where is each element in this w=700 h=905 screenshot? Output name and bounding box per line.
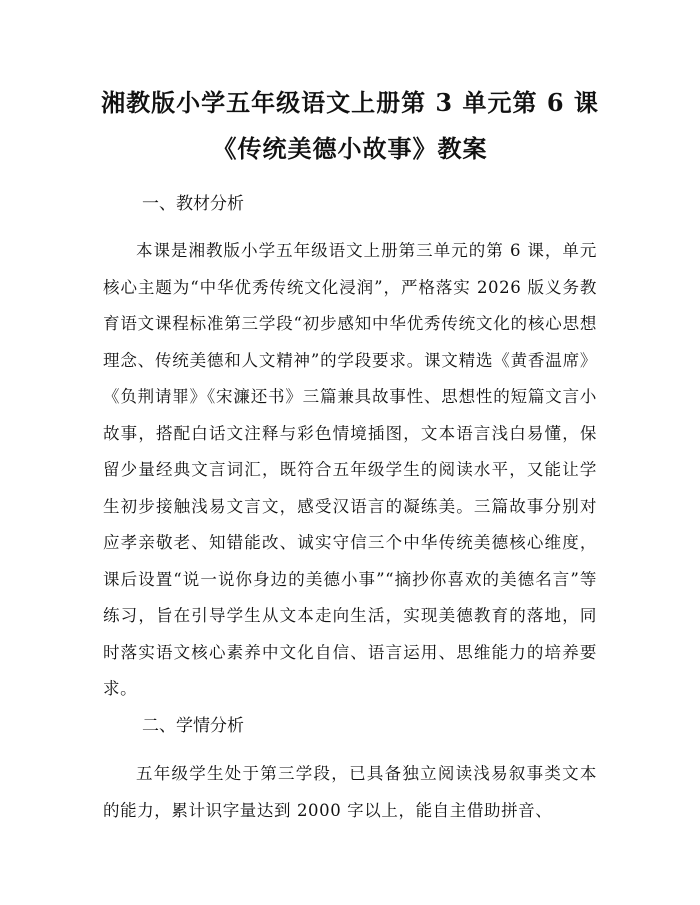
section-paragraph-student-analysis: 五年级学生处于第三学段，已具备独立阅读浅易叙事类文本的能力，累计识字量达到 2000 字以上，能自主借助拼音、 bbox=[103, 764, 597, 820]
document-title-line-1: 湘教版小学五年级语文上册第 3 单元第 6 课 bbox=[101, 88, 599, 117]
section-heading-textbook-analysis: 一、教材分析 bbox=[142, 194, 244, 214]
section-heading-student-analysis: 二、学情分析 bbox=[142, 716, 244, 736]
section-paragraph-textbook-analysis: 本课是湘教版小学五年级语文上册第三单元的第 6 课，单元核心主题为“中华优秀传统文化浸润”，严格落实 2026 版义务教育语文课程标准第三学段“初步感知中华优秀传统文化的核心思想理念、传统美德和人文精神”的学段要求。课文精选《黄香温席》《负荆请罪》《宋濂还书》三篇兼具故事性、思想性的短篇文言小故事，搭配白话文注释与彩色情境插图，文本语言浅白易懂，保留少量经典文言词汇，既符合五年级学生的阅读水平，又能让学生初步接触浅易文言文，感受汉语言的凝练美。三篇故事分别对应孝亲敬老、知错能改、诚实守信三个中华传统美德核心维度，课后设置“说一说你身边的美德小事”“摘抄你喜欢的美德名言”等练习，旨在引导学生从文本走向生活，实现美德教育的落地，同时落实语文核心素养中文化自信、语言运用、思维能力的培养要求。 bbox=[103, 241, 597, 698]
document-title-line-2: 《传统美德小故事》教案 bbox=[212, 134, 488, 163]
